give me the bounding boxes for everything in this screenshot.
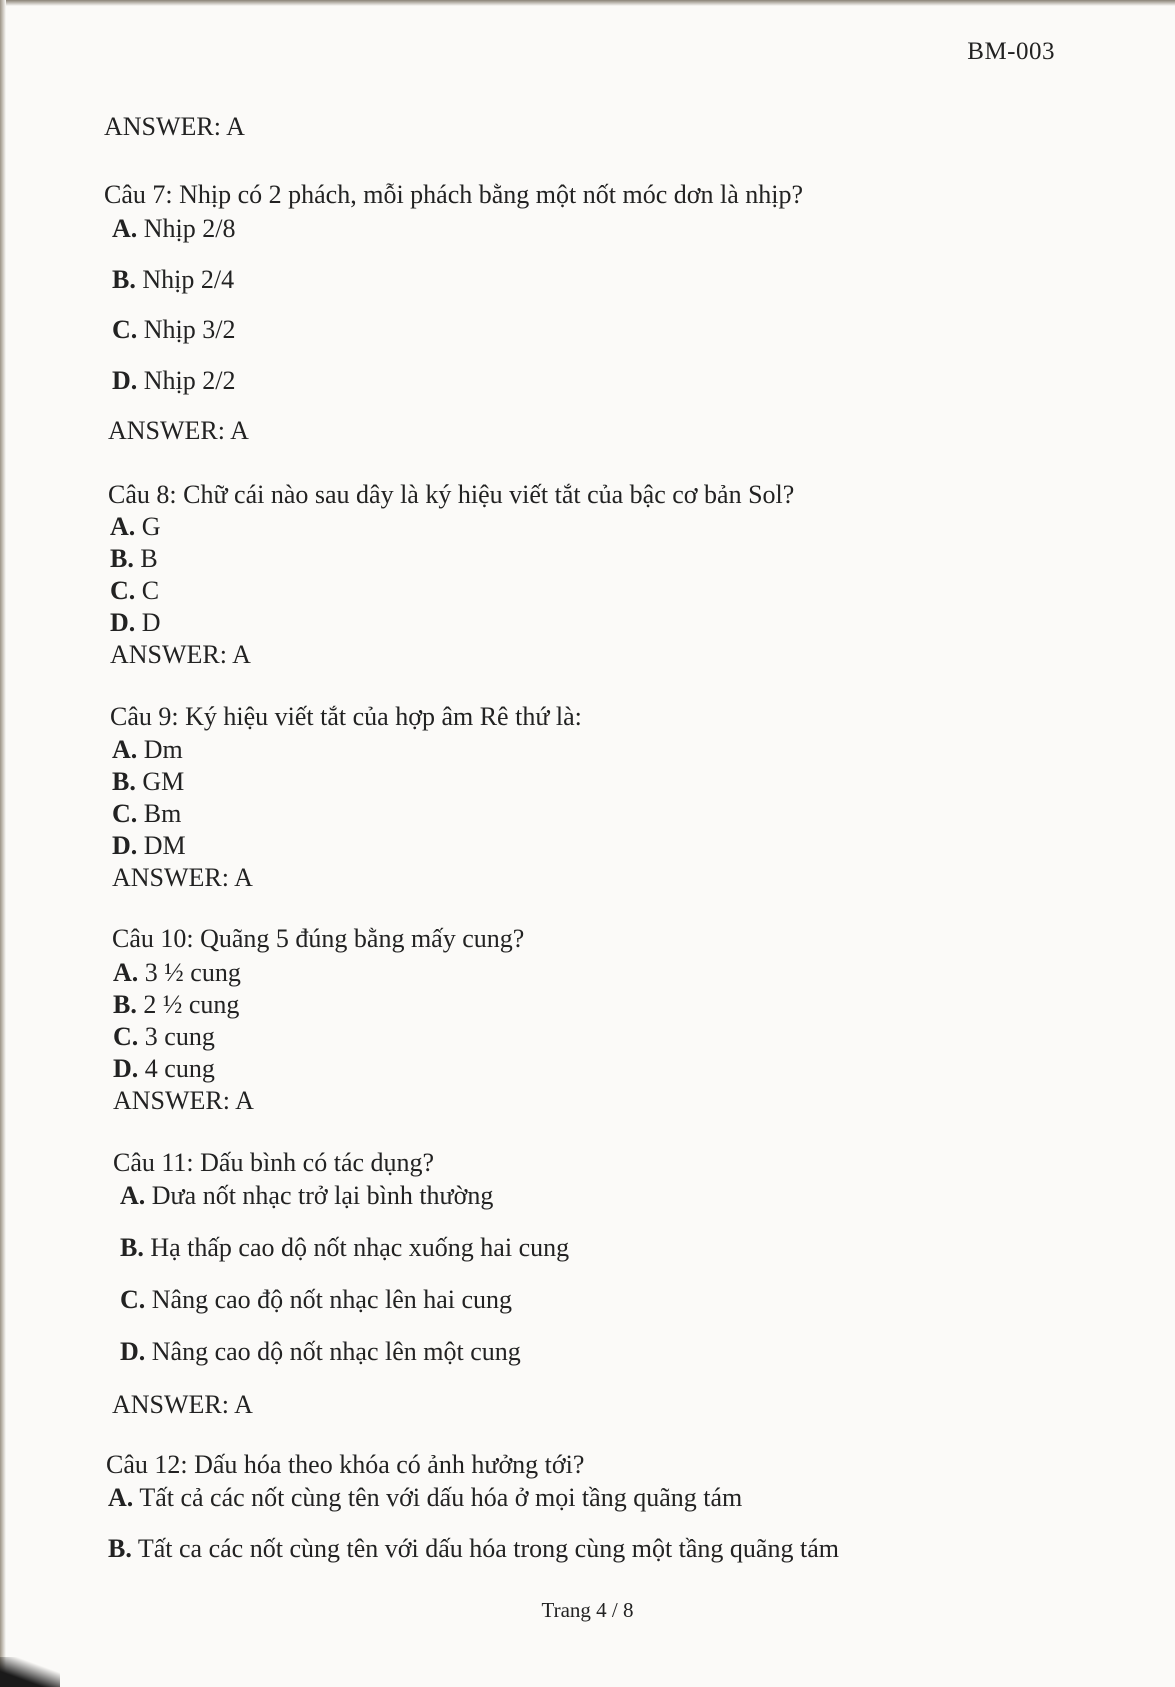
option-text: D	[141, 608, 161, 637]
q12-option-a	[108, 1483, 742, 1513]
option-text: Nhịp 2/4	[142, 265, 235, 294]
option-letter: C.	[113, 1022, 139, 1051]
q11-answer: ANSWER: A	[112, 1390, 253, 1419]
option-letter: B.	[108, 1534, 132, 1563]
page-number: Trang 4 / 8	[541, 1598, 634, 1622]
q8-option-c	[110, 576, 159, 606]
q11-option-c	[120, 1285, 512, 1315]
option-letter: B.	[112, 767, 136, 796]
q9-option-a	[112, 735, 183, 765]
option-text: B	[140, 544, 158, 573]
option-text: 3 ½ cung	[144, 958, 241, 987]
option-letter: B.	[120, 1233, 144, 1262]
q8-option-d	[110, 608, 161, 638]
question-9: Câu 9: Ký hiệu viết tắt của hợp âm Rê thứ là:	[110, 702, 582, 731]
option-letter: C.	[112, 315, 138, 344]
question-11: Câu 11: Dấu bình có tác dụng?	[113, 1148, 435, 1177]
option-text: Nhịp 2/2	[143, 366, 236, 395]
option-text: Dm	[143, 735, 183, 764]
option-letter: A.	[113, 958, 139, 987]
option-letter: A.	[108, 1483, 134, 1512]
option-text: Nhịp 3/2	[143, 315, 236, 344]
option-letter: B.	[112, 265, 136, 294]
option-text: G	[141, 512, 161, 541]
q7-option-d	[112, 366, 236, 396]
q8-option-b	[110, 544, 158, 574]
scan-top-edge	[0, 0, 1175, 6]
q11-option-d	[120, 1337, 521, 1367]
option-letter: A.	[112, 214, 138, 243]
q7-option-a	[112, 214, 236, 244]
option-letter: A.	[112, 735, 138, 764]
q7-option-c	[112, 315, 236, 345]
option-letter: C.	[112, 799, 138, 828]
q12-option-b	[108, 1534, 839, 1564]
q11-option-b	[120, 1233, 569, 1263]
option-text: Tất cả các nốt cùng tên với dấu hóa ở mọi tầng quãng tám	[139, 1483, 743, 1512]
q7-answer: ANSWER: A	[108, 416, 249, 445]
option-text: Tất ca các nốt cùng tên với dấu hóa trong cùng một tầng quãng tám	[137, 1534, 839, 1563]
option-letter: D.	[110, 608, 136, 637]
question-8: Câu 8: Chữ cái nào sau dây là ký hiệu viết tắt của bậc cơ bản Sol?	[108, 480, 795, 509]
option-letter: D.	[112, 366, 138, 395]
option-letter: B.	[110, 544, 134, 573]
option-text: Dưa nốt nhạc trở lại bình thường	[151, 1181, 494, 1210]
option-letter: C.	[120, 1285, 146, 1314]
option-letter: D.	[112, 831, 138, 860]
question-10: Câu 10: Quãng 5 đúng bằng mấy cung?	[112, 924, 525, 953]
option-letter: A.	[110, 512, 136, 541]
q11-option-a	[120, 1181, 493, 1211]
option-text: C	[141, 576, 160, 605]
option-letter: B.	[113, 990, 137, 1019]
q8-option-a	[110, 512, 161, 542]
q9-option-c	[112, 799, 181, 829]
option-text: Nâng cao dộ nốt nhạc lên một cung	[151, 1337, 521, 1366]
form-code: BM-003	[967, 38, 1055, 65]
option-text: Nâng cao độ nốt nhạc lên hai cung	[151, 1285, 513, 1314]
q10-answer: ANSWER: A	[113, 1086, 254, 1115]
option-text: Hạ thấp cao dộ nốt nhạc xuống hai cung	[150, 1233, 570, 1262]
q10-option-d	[113, 1054, 215, 1084]
q9-answer: ANSWER: A	[112, 863, 253, 892]
option-text: GM	[142, 767, 185, 796]
q10-option-a	[113, 958, 241, 988]
option-text: 4 cung	[144, 1054, 215, 1083]
option-letter: D.	[113, 1054, 139, 1083]
option-text: DM	[143, 831, 186, 860]
q8-answer: ANSWER: A	[110, 640, 251, 669]
option-text: Bm	[143, 799, 182, 828]
q10-option-b	[113, 990, 239, 1020]
scan-left-edge	[0, 0, 6, 1687]
question-12: Câu 12: Dấu hóa theo khóa có ảnh hưởng tới?	[106, 1450, 585, 1479]
q7-option-b	[112, 265, 234, 295]
option-text: Nhịp 2/8	[143, 214, 236, 243]
option-text: 2 ½ cung	[143, 990, 240, 1019]
scan-corner-shadow	[0, 1657, 60, 1687]
option-letter: C.	[110, 576, 136, 605]
question-7: Câu 7: Nhịp có 2 phách, mỗi phách bằng một nốt móc dơn là nhịp?	[104, 180, 804, 209]
q9-option-b	[112, 767, 184, 797]
option-letter: A.	[120, 1181, 146, 1210]
option-text: 3 cung	[144, 1022, 215, 1051]
q10-option-c	[113, 1022, 215, 1052]
option-letter: D.	[120, 1337, 146, 1366]
answer-line: ANSWER: A	[104, 112, 245, 141]
q9-option-d	[112, 831, 186, 861]
